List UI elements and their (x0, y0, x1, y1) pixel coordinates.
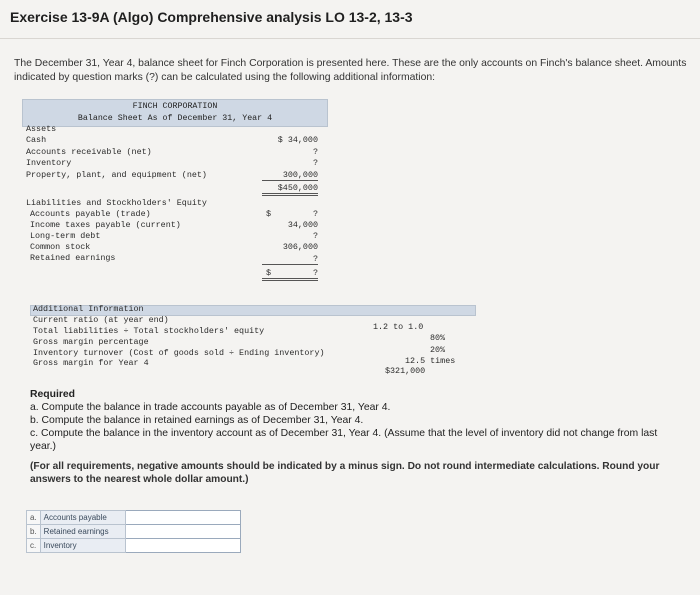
company-name: FINCH CORPORATION (132, 102, 218, 111)
balance-sheet-header (22, 99, 328, 127)
intro-text: The December 31, Year 4, balance sheet for Finch Corporation is presented here. These are the only accounts on Finch's balance sheet. Amounts indicated by question marks (?) can be calculated using the following additional information: (14, 58, 687, 83)
required-section (30, 388, 680, 453)
liability-value: ? (312, 231, 318, 241)
total-liabilities-equity: ? (262, 268, 318, 281)
asset-value: 300,000 (262, 170, 318, 181)
liabilities-header: Liabilities and Stockholders' Equity (26, 198, 207, 208)
info-label: Inventory turnover (Cost of goods sold ÷ Ending inventory) (33, 348, 325, 358)
answer-row (27, 511, 241, 525)
exercise-title: Exercise 13-9A (Algo) Comprehensive analysis LO 13-2, 13-3 (10, 9, 413, 25)
asset-label: Cash (26, 135, 47, 145)
asset-label: Accounts receivable (net) (26, 147, 152, 157)
asset-value: $ 34,000 (277, 135, 318, 145)
asset-label: Property, plant, and equipment (net) (26, 170, 207, 180)
asset-label: Inventory (26, 158, 72, 168)
answer-row (27, 525, 241, 539)
liability-value: ? (312, 209, 318, 219)
row-label: Retained earnings (40, 525, 125, 539)
info-value: 80% (430, 333, 446, 343)
balance-sheet (22, 99, 328, 127)
row-label: Accounts payable (40, 511, 125, 525)
row-letter: b. (27, 525, 41, 539)
dollar-sign: $ (266, 209, 272, 219)
liability-value: 34,000 (287, 220, 318, 230)
asset-value: ? (312, 158, 318, 168)
retained-earnings-input[interactable] (125, 525, 240, 539)
info-label: Gross margin percentage (33, 337, 149, 347)
total-assets: $450,000 (262, 183, 318, 196)
assets-header: Assets (26, 124, 57, 134)
info-label: Total liabilities ÷ Total stockholders' equity (33, 326, 265, 336)
row-letter: c. (27, 539, 41, 553)
balance-sheet-subtitle: Balance Sheet As of December 31, Year 4 (77, 114, 273, 123)
requirement-a: a. Compute the balance in trade accounts payable as of December 31, Year 4. (30, 402, 391, 413)
answer-row (27, 539, 241, 553)
info-label: Gross margin for Year 4 (33, 358, 149, 368)
liability-label: Long-term debt (30, 231, 101, 241)
title-divider (0, 38, 700, 39)
row-label: Inventory (40, 539, 125, 553)
info-value: 1.2 to 1.0 (373, 322, 424, 332)
dollar-sign: $ (266, 268, 272, 278)
row-letter: a. (27, 511, 41, 525)
additional-info-header: Additional Information (33, 304, 144, 314)
liability-label: Retained earnings (30, 253, 116, 263)
info-value: 12.5 times (405, 356, 456, 366)
liability-label: Income taxes payable (current) (30, 220, 181, 230)
info-value: 20% (430, 345, 446, 355)
inventory-input[interactable] (125, 539, 240, 553)
accounts-payable-input[interactable] (125, 511, 240, 525)
liability-label: Accounts payable (trade) (30, 209, 151, 219)
liability-value: 306,000 (282, 242, 318, 252)
requirement-c: c. Compute the balance in the inventory account as of December 31, Year 4. (Assume that the level of inventory did not change from last year.) (30, 428, 658, 452)
asset-value: ? (312, 147, 318, 157)
info-label: Current ratio (at year end) (33, 315, 169, 325)
liability-label: Common stock (30, 242, 91, 252)
answer-table (26, 510, 241, 553)
requirement-b: b. Compute the balance in retained earnings as of December 31, Year 4. (30, 415, 364, 426)
required-title: Required (30, 389, 76, 400)
instructions-note: (For all requirements, negative amounts should be indicated by a minus sign. Do not round intermediate calculations. Round your answers to the nearest whole dollar amount.) (30, 461, 660, 485)
liability-value: ? (262, 254, 318, 265)
info-value: $321,000 (385, 366, 426, 376)
